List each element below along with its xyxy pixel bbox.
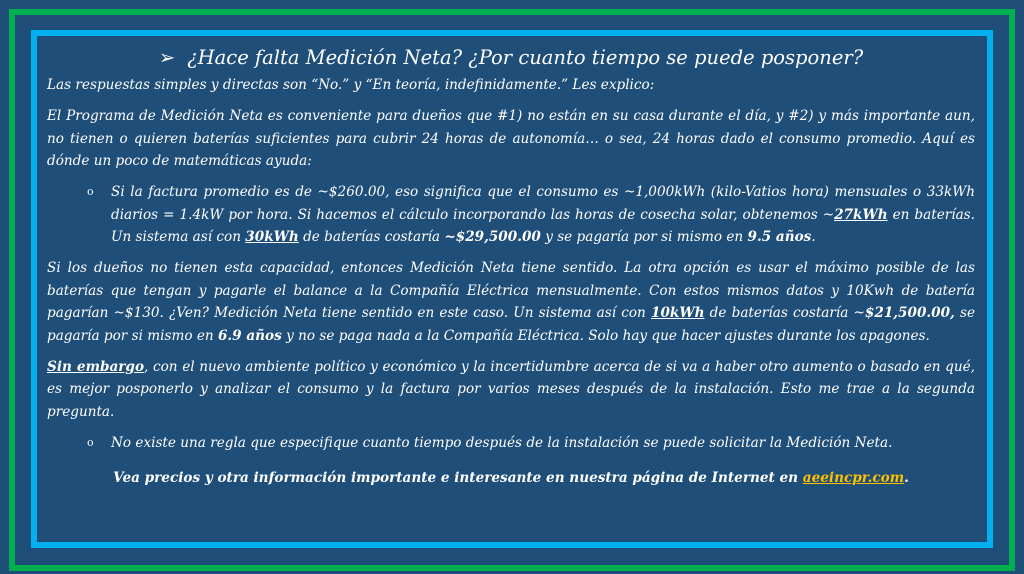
emphasis-sin-embargo: Sin embargo [47, 358, 145, 375]
arrow-bullet-icon: ➢ [158, 46, 176, 69]
slide-content [47, 44, 975, 489]
circle-bullet-icon: o [87, 435, 94, 449]
intro-paragraph: Las respuestas simples y directas son “No.” y “En teoría, indefinidamente.” Les explico: [47, 77, 655, 93]
bullet-item-rule [87, 432, 975, 455]
paragraph-alternative: Si los dueños no tienen esta capacidad, entonces Medición Neta tiene sentido. La otra opción es usar el máximo posible de las baterías que tengan y pagarle el balance a la Compañía Eléctrica mensualmente. Con estos mismos datos y 10Kwh de batería pagarían ~$130. ¿Ven? Medición Neta tiene sentido en este caso. Un sistema así con 10kWh de baterías costaría ~$21,500.00, se pagaría por si mismo en 6.9 años y no se paga nada a la Compañía Eléctrica. Solo hay que hacer ajustes durante los apagones. [47, 260, 976, 344]
bullet-text: Si la factura promedio es de ~$260.00, eso significa que el consumo es ~1,000kWh (kilo-Vatios hora) mensuales o 33kWh diarios = 1.4kW por hora. Si hacemos el cálculo incorporando las horas de cosecha solar, obtenemos ~27kWh en baterías. Un sistema así con 30kWh de baterías costaría ~$29,500.00 y se pagaría por si mismo en 9.5 años. [111, 184, 975, 245]
paragraph-net-metering: El Programa de Medición Neta es conveniente para dueños que #1) no están en su casa durante el día, y #2) y más importante aun, no tienen o quieren baterías suficientes para cubrir 24 horas de autonomía… o sea, 24 horas dado el consumo promedio. Aquí es dónde un poco de matemáticas ayuda: [47, 108, 975, 169]
emphasis-cost: ~$29,500.00 [444, 229, 541, 245]
website-link[interactable]: aeeincpr.com [802, 469, 905, 486]
circle-bullet-icon: o [87, 185, 94, 198]
emphasis-cost-2: $21,500.00, [864, 305, 955, 321]
bullet-text: No existe una regla que especifique cuanto tiempo después de la instalación se puede solicitar la Medición Neta. [111, 434, 893, 451]
emphasis-30kwh: 30kWh [245, 229, 299, 245]
emphasis-years-2: 6.9 años [217, 327, 282, 344]
paragraph-however: Sin embargo, con el nuevo ambiente político y económico y la incertidumbre acerca de si va a haber otro aumento o basado en qué, es mejor posponerlo y analizar el consumo y la factura por varios meses después de la instalación. Esto me trae a la segunda pregunta. [47, 358, 975, 420]
title-text: ¿Hace falta Medición Neta? ¿Por cuanto tiempo se puede posponer? [187, 46, 864, 69]
footer-note: Vea precios y otra información importante e interesante en nuestra página de Internet en aeeincpr.com. [113, 469, 909, 486]
slide-title [47, 44, 975, 72]
emphasis-27kwh: 27kWh [834, 206, 888, 223]
bullet-item-calculation [87, 181, 975, 249]
emphasis-years: 9.5 años [747, 229, 812, 245]
emphasis-10kwh: 10kWh [651, 305, 705, 321]
